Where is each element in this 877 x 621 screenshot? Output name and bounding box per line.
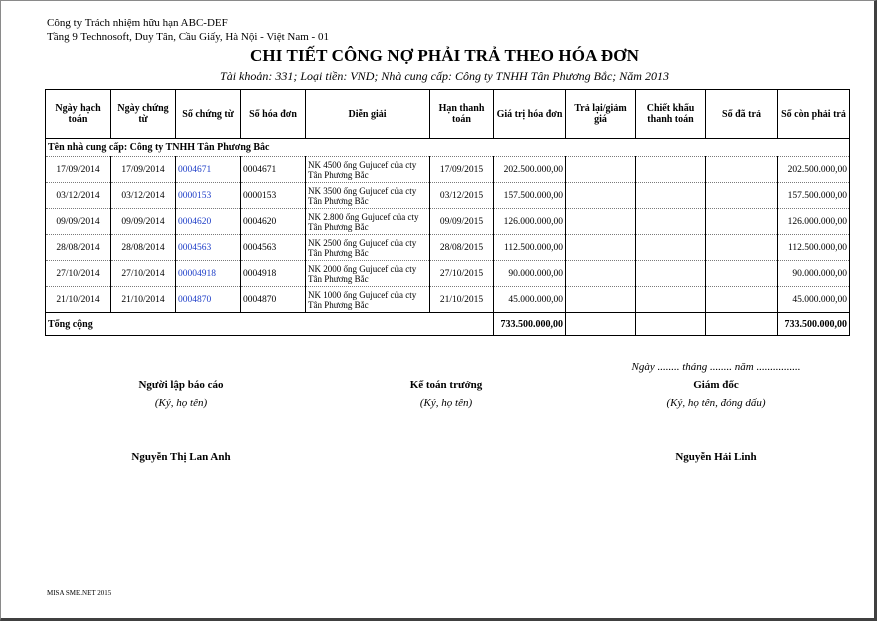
total-row xyxy=(46,313,850,336)
description-cell: NK 2000 ống Gujucef của cty Tân Phương Bắc xyxy=(306,261,430,287)
discount-cell xyxy=(636,287,706,313)
due-date-cell: 28/08/2015 xyxy=(430,235,494,261)
voucher-no-link[interactable]: 0004671 xyxy=(176,157,241,183)
col-description: Diễn giải xyxy=(306,90,430,139)
posting-date-cell: 27/10/2014 xyxy=(46,261,111,287)
invoice-value-cell: 112.500.000,00 xyxy=(494,235,566,261)
table-row xyxy=(46,157,850,183)
invoice-no-cell: 0004620 xyxy=(241,209,306,235)
col-paid: Số đã trả xyxy=(706,90,778,139)
paid-cell xyxy=(706,183,778,209)
voucher-date-cell: 28/08/2014 xyxy=(111,235,176,261)
voucher-date-cell: 21/10/2014 xyxy=(111,287,176,313)
returned-cell xyxy=(566,209,636,235)
remaining-cell: 126.000.000,00 xyxy=(778,209,850,235)
table-row xyxy=(46,183,850,209)
description-cell: NK 4500 ống Gujucef của cty Tân Phương Bắc xyxy=(306,157,430,183)
chief-accountant-role: Kế toán trưởng xyxy=(409,379,483,391)
table-row xyxy=(46,287,850,313)
paid-cell xyxy=(706,157,778,183)
total-discount xyxy=(636,313,706,336)
preparer-name: Nguyễn Thị Lan Anh xyxy=(131,451,231,463)
remaining-cell: 202.500.000,00 xyxy=(778,157,850,183)
invoice-no-cell: 0004918 xyxy=(241,261,306,287)
total-label: Tổng cộng xyxy=(46,313,494,336)
col-invoice-no: Số hóa đơn xyxy=(241,90,306,139)
remaining-cell: 112.500.000,00 xyxy=(778,235,850,261)
col-voucher-no: Số chứng từ xyxy=(176,90,241,139)
voucher-no-link[interactable]: 0004870 xyxy=(176,287,241,313)
invoice-value-cell: 126.000.000,00 xyxy=(494,209,566,235)
software-footer: MISA SME.NET 2015 xyxy=(47,589,112,597)
table-header-row xyxy=(46,90,850,139)
due-date-cell: 27/10/2015 xyxy=(430,261,494,287)
paid-cell xyxy=(706,287,778,313)
chief-accountant-signature-block xyxy=(376,379,516,409)
due-date-cell: 09/09/2015 xyxy=(430,209,494,235)
col-voucher-date: Ngày chứng từ xyxy=(111,90,176,139)
posting-date-cell: 17/09/2014 xyxy=(46,157,111,183)
preparer-hint: (Ký, họ tên) xyxy=(154,397,208,409)
voucher-no-link[interactable]: 0004563 xyxy=(176,235,241,261)
table-row xyxy=(46,235,850,261)
table-row xyxy=(46,261,850,287)
col-invoice-value: Giá trị hóa đơn xyxy=(494,90,566,139)
total-remaining: 733.500.000,00 xyxy=(778,313,850,336)
description-cell: NK 3500 ống Gujucef của cty Tân Phương Bắc xyxy=(306,183,430,209)
invoice-no-cell: 0004870 xyxy=(241,287,306,313)
due-date-cell: 21/10/2015 xyxy=(430,287,494,313)
debt-table xyxy=(45,89,850,336)
description-cell: NK 1000 ống Gujucef của cty Tân Phương Bắc xyxy=(306,287,430,313)
discount-cell xyxy=(636,183,706,209)
col-returned: Trả lại/giảm giá xyxy=(566,90,636,139)
invoice-value-cell: 202.500.000,00 xyxy=(494,157,566,183)
returned-cell xyxy=(566,235,636,261)
group-row xyxy=(46,139,850,157)
returned-cell xyxy=(566,183,636,209)
due-date-cell: 03/12/2015 xyxy=(430,183,494,209)
remaining-cell: 45.000.000,00 xyxy=(778,287,850,313)
invoice-value-cell: 157.500.000,00 xyxy=(494,183,566,209)
invoice-value-cell: 90.000.000,00 xyxy=(494,261,566,287)
remaining-cell: 157.500.000,00 xyxy=(778,183,850,209)
group-label: Tên nhà cung cấp: Công ty TNHH Tân Phương Bắc xyxy=(46,139,850,157)
returned-cell xyxy=(566,157,636,183)
col-posting-date: Ngày hạch toán xyxy=(46,90,111,139)
preparer-role: Người lập báo cáo xyxy=(138,379,224,391)
paid-cell xyxy=(706,235,778,261)
col-discount: Chiết khấu thanh toán xyxy=(636,90,706,139)
total-paid xyxy=(706,313,778,336)
returned-cell xyxy=(566,287,636,313)
total-returned xyxy=(566,313,636,336)
posting-date-cell: 28/08/2014 xyxy=(46,235,111,261)
description-cell: NK 2500 ống Gujucef của cty Tân Phương Bắc xyxy=(306,235,430,261)
posting-date-cell: 09/09/2014 xyxy=(46,209,111,235)
total-invoice-value: 733.500.000,00 xyxy=(494,313,566,336)
invoice-no-cell: 0004563 xyxy=(241,235,306,261)
director-hint: (Ký, họ tên, đóng dấu) xyxy=(666,397,766,409)
preparer-signature-block xyxy=(111,379,251,409)
posting-date-cell: 21/10/2014 xyxy=(46,287,111,313)
voucher-no-link[interactable]: 0000153 xyxy=(176,183,241,209)
director-signature-block xyxy=(631,379,801,409)
posting-date-cell: 03/12/2014 xyxy=(46,183,111,209)
description-cell: NK 2.800 ống Gujucef của cty Tân Phương Bắc xyxy=(306,209,430,235)
remaining-cell: 90.000.000,00 xyxy=(778,261,850,287)
discount-cell xyxy=(636,235,706,261)
paid-cell xyxy=(706,261,778,287)
discount-cell xyxy=(636,261,706,287)
returned-cell xyxy=(566,261,636,287)
chief-accountant-hint: (Ký, họ tên) xyxy=(419,397,473,409)
director-role: Giám đốc xyxy=(693,379,739,391)
report-subtitle: Tài khoản: 331; Loại tiền: VND; Nhà cung cấp: Công ty TNHH Tân Phương Bắc; Năm 2013 xyxy=(220,69,669,83)
voucher-date-cell: 03/12/2014 xyxy=(111,183,176,209)
due-date-cell: 17/09/2015 xyxy=(430,157,494,183)
col-remaining: Số còn phải trả xyxy=(778,90,850,139)
table-row xyxy=(46,209,850,235)
voucher-date-cell: 17/09/2014 xyxy=(111,157,176,183)
company-name: Công ty Trách nhiệm hữu hạn ABC-DEF xyxy=(47,17,228,29)
invoice-value-cell: 45.000.000,00 xyxy=(494,287,566,313)
voucher-no-link[interactable]: 0004620 xyxy=(176,209,241,235)
col-due-date: Hạn thanh toán xyxy=(430,90,494,139)
invoice-no-cell: 0000153 xyxy=(241,183,306,209)
voucher-no-link[interactable]: 00004918 xyxy=(176,261,241,287)
paid-cell xyxy=(706,209,778,235)
discount-cell xyxy=(636,157,706,183)
director-name: Nguyễn Hải Linh xyxy=(675,451,757,463)
voucher-date-cell: 27/10/2014 xyxy=(111,261,176,287)
discount-cell xyxy=(636,209,706,235)
report-title: CHI TIẾT CÔNG NỢ PHẢI TRẢ THEO HÓA ĐƠN xyxy=(250,46,639,65)
sign-date-line: Ngày ........ tháng ........ năm ................ xyxy=(631,361,801,373)
company-address: Tầng 9 Technosoft, Duy Tân, Cầu Giấy, Hà Nội - Việt Nam - 01 xyxy=(47,31,329,43)
invoice-no-cell: 0004671 xyxy=(241,157,306,183)
voucher-date-cell: 09/09/2014 xyxy=(111,209,176,235)
